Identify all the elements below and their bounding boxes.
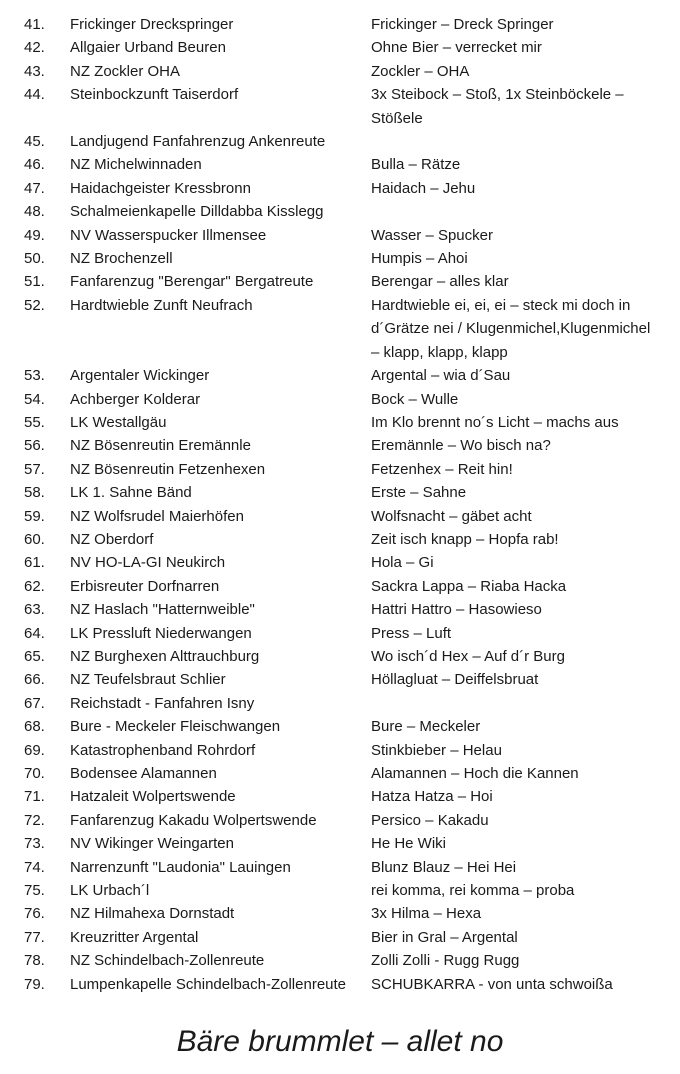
group-name: LK 1. Sahne Bänd (70, 484, 192, 502)
motto-line: Humpis – Ahoi (371, 250, 468, 268)
motto-cell (371, 926, 661, 949)
motto-line: Stößele (371, 109, 423, 127)
group-name: Lumpenkapelle Schindelbach-Zollenreute (70, 975, 347, 993)
group-name: NZ Zockler OHA (70, 62, 181, 80)
list-item (0, 856, 680, 879)
motto-cell (371, 83, 661, 130)
group-name: Reichstadt - Fanfahren Isny (70, 694, 255, 712)
motto-line: Persico – Kakadu (371, 811, 489, 829)
entry-number: 54. (24, 390, 45, 408)
group-name: Fanfarenzug Kakadu Wolpertswende (70, 811, 317, 829)
list-item (0, 130, 680, 153)
motto-line: Bock – Wulle (371, 390, 459, 408)
motto-cell (371, 902, 661, 925)
entry-number: 68. (24, 718, 45, 736)
group-name: Haidachgeister Kressbronn (70, 179, 251, 197)
motto-line: Im Klo brennt no´s Licht – machs aus (371, 413, 619, 431)
entry-number: 69. (24, 741, 45, 759)
motto-cell (371, 13, 661, 36)
motto-line: Stinkbieber – Helau (371, 741, 502, 759)
list-item (0, 411, 680, 434)
group-name: Hatzaleit Wolpertswende (70, 788, 236, 806)
entry-number: 67. (24, 694, 45, 712)
motto-cell (371, 177, 661, 200)
list-item (0, 645, 680, 668)
entry-number: 63. (24, 601, 45, 619)
list-item (0, 551, 680, 574)
list-item (0, 926, 680, 949)
motto-line: d´Grätze nei / Klugenmichel,Klugenmichel (371, 320, 651, 338)
list-item (0, 364, 680, 387)
group-name: LK Urbach´l (70, 882, 150, 900)
entry-number: 64. (24, 624, 45, 642)
list-item (0, 224, 680, 247)
entry-number: 43. (24, 62, 45, 80)
motto-line: Erste – Sahne (371, 484, 467, 502)
entry-number: 50. (24, 250, 45, 268)
motto-cell (371, 364, 661, 387)
motto-line: Fetzenhex – Reit hin! (371, 460, 513, 478)
entry-number: 56. (24, 437, 45, 455)
list-item (0, 36, 680, 59)
list-item (0, 60, 680, 83)
group-name: LK Pressluft Niederwangen (70, 624, 252, 642)
group-name: NV Wasserspucker Illmensee (70, 226, 267, 244)
group-name: Achberger Kolderar (70, 390, 201, 408)
motto-cell (371, 575, 661, 598)
motto-cell (371, 785, 661, 808)
list-item (0, 458, 680, 481)
list-item (0, 879, 680, 902)
list-item (0, 715, 680, 738)
group-name: Schalmeienkapelle Dilldabba Kisslegg (70, 203, 324, 221)
motto-line: rei komma, rei komma – proba (371, 882, 575, 900)
list-item (0, 622, 680, 645)
group-name: NV Wikinger Weingarten (70, 835, 234, 853)
motto-cell (371, 715, 661, 738)
entry-number: 78. (24, 952, 45, 970)
motto-line: – klapp, klapp, klapp (371, 343, 508, 361)
entry-number: 55. (24, 413, 45, 431)
motto-line: Ohne Bier – verrecket mir (371, 39, 542, 57)
list-item (0, 294, 680, 364)
group-name: Fanfarenzug "Berengar" Bergatreute (70, 273, 314, 291)
motto-line: Hola – Gi (371, 554, 434, 572)
list-item (0, 575, 680, 598)
entry-list (0, 13, 680, 996)
motto-cell (371, 270, 661, 293)
group-name: Erbisreuter Dorfnarren (70, 577, 220, 595)
group-name: NZ Wolfsrudel Maierhöfen (70, 507, 244, 525)
motto-cell (371, 60, 661, 83)
entry-number: 76. (24, 905, 45, 923)
entry-number: 74. (24, 858, 45, 876)
group-name: LK Westallgäu (70, 413, 167, 431)
entry-number: 51. (24, 273, 45, 291)
entry-number: 66. (24, 671, 45, 689)
group-name: Landjugend Fanfahrenzug Ankenreute (70, 133, 326, 151)
entry-number: 65. (24, 647, 45, 665)
motto-line: Wolfsnacht – gäbet acht (371, 507, 532, 525)
list-item (0, 598, 680, 621)
motto-cell (371, 856, 661, 879)
group-name: Bodensee Alamannen (70, 765, 217, 782)
motto-cell (371, 36, 661, 59)
motto-cell (371, 505, 661, 528)
entry-number: 61. (24, 554, 45, 572)
list-item (0, 83, 680, 130)
list-item (0, 785, 680, 808)
group-name: Frickinger Dreckspringer (70, 16, 234, 33)
motto-cell (371, 645, 661, 668)
motto-line: Wo isch´d Hex – Auf d´r Burg (371, 647, 565, 665)
group-name: NZ Haslach "Hatternweible" (70, 601, 255, 619)
group-name: NZ Burghexen Alttrauchburg (70, 647, 260, 665)
motto-cell (371, 949, 661, 972)
group-name: NZ Bösenreutin Fetzenhexen (70, 460, 266, 478)
list-item (0, 832, 680, 855)
list-item (0, 13, 680, 36)
list-item (0, 505, 680, 528)
group-name: NZ Teufelsbraut Schlier (70, 671, 226, 689)
list-item (0, 177, 680, 200)
motto-cell (371, 973, 661, 996)
entry-number: 49. (24, 226, 45, 244)
motto-line: Blunz Blauz – Hei Hei (371, 858, 517, 876)
group-name: Katastrophenband Rohrdorf (70, 741, 256, 759)
motto-line: Hattri Hattro – Hasowieso (371, 601, 542, 619)
list-item (0, 153, 680, 176)
entry-number: 41. (24, 16, 45, 33)
motto-cell (371, 528, 661, 551)
motto-line: Höllagluat – Deiffelsbruat (371, 671, 539, 689)
motto-line: Hatza Hatza – Hoi (371, 788, 493, 806)
motto-cell (371, 809, 661, 832)
motto-line: Hardtwieble ei, ei, ei – steck mi doch in (371, 296, 631, 314)
motto-cell (371, 551, 661, 574)
motto-line: Sackra Lappa – Riaba Hacka (371, 577, 567, 595)
group-name: NZ Schindelbach-Zollenreute (70, 952, 265, 970)
group-name: Bure - Meckeler Fleischwangen (70, 718, 281, 736)
entry-number: 52. (24, 296, 45, 314)
motto-cell (371, 434, 661, 457)
motto-cell (371, 739, 661, 762)
entry-number: 45. (24, 133, 45, 151)
list-item (0, 692, 680, 715)
entry-number: 53. (24, 367, 45, 385)
list-item (0, 270, 680, 293)
motto-cell (371, 224, 661, 247)
entry-number: 72. (24, 811, 45, 829)
motto-line: Press – Luft (371, 624, 452, 642)
motto-cell (371, 247, 661, 270)
entry-number: 75. (24, 882, 45, 900)
motto-cell (371, 762, 661, 785)
motto-line: Haidach – Jehu (371, 179, 476, 197)
motto-line: Bier in Gral – Argental (371, 928, 518, 946)
entry-number: 59. (24, 507, 45, 525)
entry-number: 46. (24, 156, 45, 174)
motto-line: Eremännle – Wo bisch na? (371, 437, 551, 455)
entry-number: 73. (24, 835, 45, 853)
list-item (0, 809, 680, 832)
list-item (0, 388, 680, 411)
motto-line: 3x Hilma – Hexa (371, 905, 482, 923)
motto-cell (371, 598, 661, 621)
motto-cell (371, 153, 661, 176)
entry-number: 60. (24, 530, 45, 548)
motto-cell (371, 832, 661, 855)
list-item (0, 668, 680, 691)
group-name: NZ Oberdorf (70, 530, 154, 548)
list-item (0, 247, 680, 270)
group-name: Argentaler Wickinger (70, 367, 210, 385)
footer-motto: Bäre brummlet – allet no (176, 1025, 504, 1058)
list-item (0, 528, 680, 551)
group-name: Kreuzritter Argental (70, 928, 199, 946)
list-item (0, 762, 680, 785)
group-name: Hardtwieble Zunft Neufrach (70, 296, 253, 314)
list-item (0, 739, 680, 762)
list-item (0, 949, 680, 972)
motto-line: Argental – wia d´Sau (371, 367, 511, 385)
group-name: NZ Brochenzell (70, 250, 173, 268)
motto-cell (371, 294, 661, 364)
entry-number: 79. (24, 975, 45, 993)
motto-line: He He Wiki (371, 835, 447, 853)
group-name: NV HO-LA-GI Neukirch (70, 554, 226, 572)
list-item (0, 434, 680, 457)
motto-line: Bulla – Rätze (371, 156, 461, 174)
group-name: Steinbockzunft Taiserdorf (70, 86, 239, 104)
group-name: NZ Bösenreutin Eremännle (70, 437, 251, 455)
motto-line: Zolli Zolli - Rugg Rugg (371, 952, 520, 970)
motto-line: 3x Steibock – Stoß, 1x Steinböckele – (371, 86, 624, 104)
entry-number: 47. (24, 179, 45, 197)
motto-line: Berengar – alles klar (371, 273, 509, 291)
entry-number: 42. (24, 39, 45, 57)
motto-cell (371, 622, 661, 645)
group-name: NZ Hilmahexa Dornstadt (70, 905, 235, 923)
motto-cell (371, 458, 661, 481)
group-name: Narrenzunft "Laudonia" Lauingen (70, 858, 291, 876)
entry-number: 71. (24, 788, 45, 806)
motto-line: SCHUBKARRA - von unta schwoißa (371, 975, 613, 993)
entry-number: 77. (24, 928, 45, 946)
group-name: NZ Michelwinnaden (70, 156, 202, 174)
motto-cell (371, 388, 661, 411)
entry-number: 62. (24, 577, 45, 595)
list-item (0, 902, 680, 925)
motto-line: Bure – Meckeler (371, 718, 481, 736)
motto-line: Zockler – OHA (371, 62, 470, 80)
list-item (0, 200, 680, 223)
motto-line: Wasser – Spucker (371, 226, 493, 244)
list-item (0, 973, 680, 996)
motto-cell (371, 668, 661, 691)
motto-line: Alamannen – Hoch die Kannen (371, 765, 579, 782)
motto-cell (371, 879, 661, 902)
motto-line: Frickinger – Dreck Springer (371, 16, 554, 33)
motto-cell (371, 411, 661, 434)
entry-number: 44. (24, 86, 45, 104)
motto-line: Zeit isch knapp – Hopfa rab! (371, 530, 559, 548)
entry-number: 58. (24, 484, 45, 502)
list-item (0, 481, 680, 504)
entry-number: 70. (24, 765, 45, 782)
motto-cell (371, 481, 661, 504)
group-name: Allgaier Urband Beuren (70, 39, 226, 57)
entry-number: 48. (24, 203, 45, 221)
entry-number: 57. (24, 460, 45, 478)
